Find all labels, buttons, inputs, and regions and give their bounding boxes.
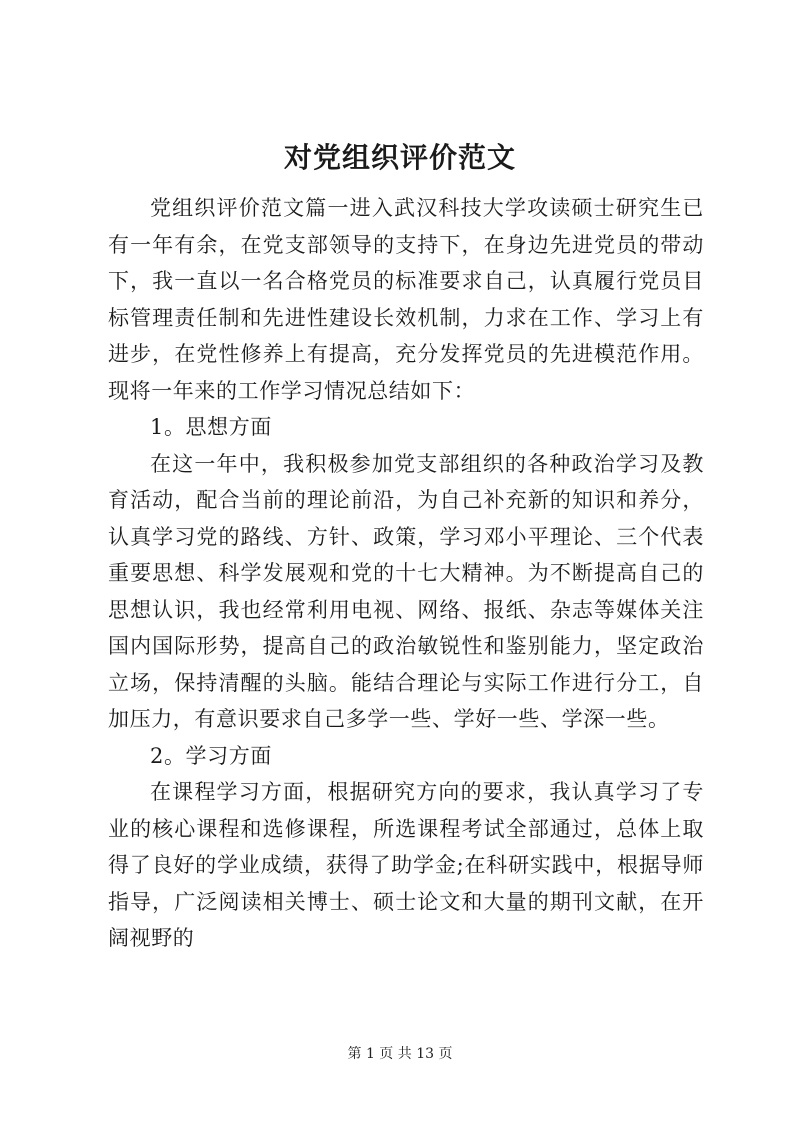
paragraph-study: 在课程学习方面，根据研究方向的要求，我认真学习了专业的核心课程和选修课程，所选课程考试全部通过，总体上取得了良好的学业成绩，获得了助学金;在科研实践中，根据导师指导，广泛阅读相关博士、硕士论文和大量的期刊文献，在开阔视野的 [108, 780, 704, 950]
page-number-footer: 第 1 页 共 13 页 [347, 1046, 453, 1062]
paragraph-intro: 党组织评价范文篇一进入武汉科技大学攻读硕士研究生已有一年有余，在党支部领导的支持下，在身边先进党员的带动下，我一直以一名合格党员的标准要求自己，认真履行党员目标管理责任制和先进性建设长效机制，力求在工作、学习上有进步，在党性修养上有提高，充分发挥党员的先进模范作用。现将一年来的工作学习情况总结如下： [108, 196, 704, 403]
document-body [108, 190, 704, 957]
section-heading-study: 2。学习方面 [150, 743, 272, 768]
document-title: 对党组织评价范文 [283, 141, 516, 174]
paragraph-thought: 在这一年中，我积极参加党支部组织的各种政治学习及教育活动，配合当前的理论前沿，为自己补充新的知识和养分，认真学习党的路线、方针、政策，学习邓小平理论、三个代表重要思想、科学发展观和党的十七大精神。为不断提高自己的思想认识，我也经常利用电视、网络、报纸、杂志等媒体关注国内国际形势，提高自己的政治敏锐性和鉴别能力，坚定政治立场，保持清醒的头脑。能结合理论与实际工作进行分工，自加压力，有意识要求自己多学一些、学好一些、学深一些。 [108, 451, 704, 731]
section-heading-thought: 1。思想方面 [150, 415, 272, 439]
